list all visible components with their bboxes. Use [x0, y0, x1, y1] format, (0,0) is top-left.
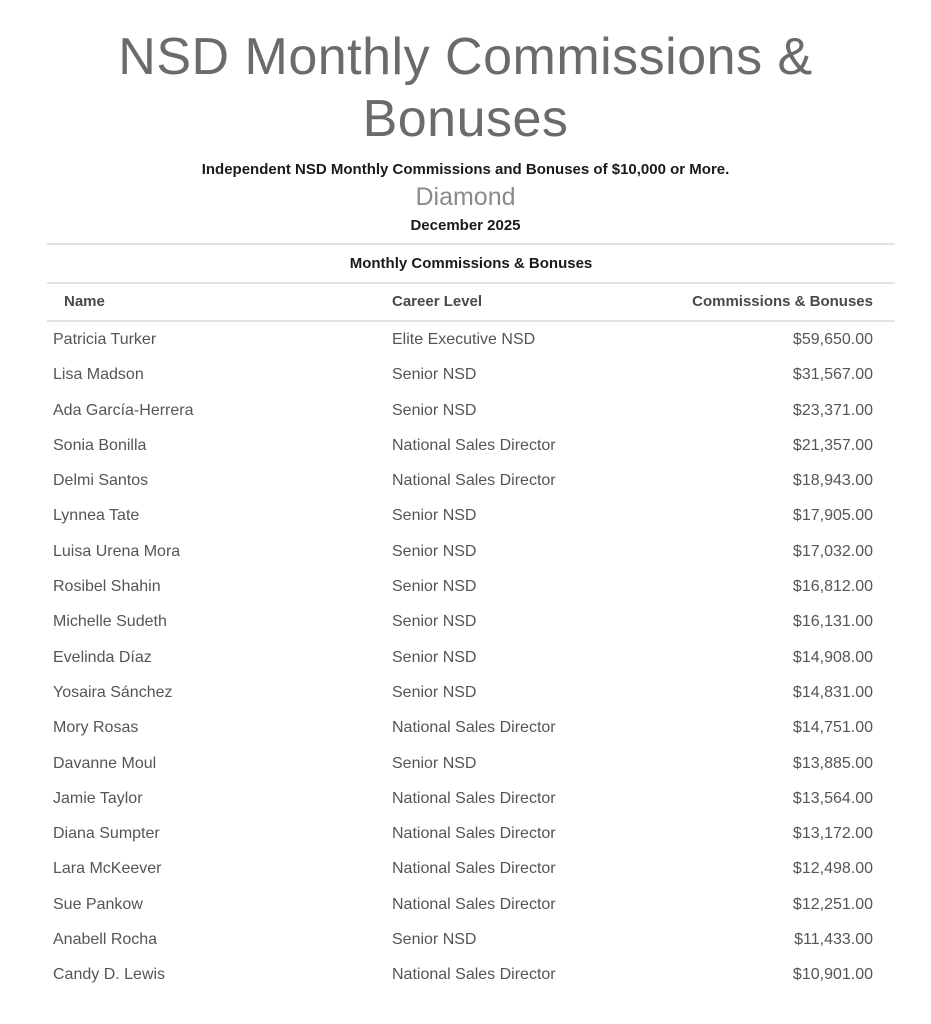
- cell-career-level: Senior NSD: [392, 578, 477, 596]
- cell-name: Candy D. Lewis: [53, 966, 166, 984]
- cell-career-level: National Sales Director: [392, 895, 556, 913]
- cell-career-level: National Sales Director: [392, 825, 556, 843]
- table-body: [47, 322, 895, 993]
- cell-career-level: National Sales Director: [392, 472, 556, 490]
- cell-name: Jamie Taylor: [53, 789, 143, 807]
- table-row: [47, 604, 895, 639]
- cell-commissions: $59,650.00: [792, 331, 873, 348]
- cell-name: Sue Pankow: [53, 895, 143, 913]
- cell-career-level: Senior NSD: [392, 754, 477, 772]
- cell-name: Delmi Santos: [53, 472, 149, 490]
- cell-commissions: $12,498.00: [792, 860, 873, 878]
- cell-commissions: $14,751.00: [792, 719, 873, 737]
- cell-career-level: National Sales Director: [392, 789, 556, 807]
- table-header-row: [47, 284, 895, 322]
- cell-name: Davanne Moul: [53, 754, 157, 772]
- cell-career-level: National Sales Director: [392, 966, 556, 984]
- cell-career-level: National Sales Director: [392, 860, 556, 878]
- table-row: [47, 640, 895, 675]
- cell-name: Patricia Turker: [53, 331, 157, 348]
- table-caption: Monthly Commissions & Bonuses: [47, 243, 895, 284]
- cell-commissions: $18,943.00: [792, 472, 873, 490]
- cell-commissions: $14,831.00: [792, 683, 873, 701]
- cell-name: Rosibel Shahin: [53, 578, 161, 596]
- cell-commissions: $12,251.00: [792, 895, 873, 913]
- cell-name: Ada García-Herrera: [53, 401, 194, 419]
- division-name: Diamond: [415, 183, 516, 211]
- cell-name: Sonia Bonilla: [53, 436, 147, 454]
- cell-name: Luisa Urena Mora: [53, 542, 181, 560]
- page-title-line-2: Bonuses: [362, 90, 569, 148]
- table-row: [47, 463, 895, 498]
- cell-commissions: $14,908.00: [792, 648, 873, 666]
- table-row: [47, 498, 895, 533]
- cell-career-level: National Sales Director: [392, 719, 556, 737]
- table-row: [47, 746, 895, 781]
- cell-career-level: Elite Executive NSD: [392, 331, 536, 348]
- cell-name: Lynnea Tate: [53, 507, 140, 525]
- cell-commissions: $11,433.00: [794, 931, 873, 949]
- cell-commissions: $31,567.00: [792, 366, 873, 384]
- cell-name: Anabell Rocha: [53, 931, 158, 949]
- cell-commissions: $17,905.00: [792, 507, 873, 525]
- cell-name: Lara McKeever: [53, 860, 162, 878]
- cell-career-level: Senior NSD: [392, 366, 477, 384]
- table-row: [47, 428, 895, 463]
- cell-commissions: $17,032.00: [792, 542, 873, 560]
- cell-career-level: National Sales Director: [392, 436, 556, 454]
- cell-commissions: $13,564.00: [792, 789, 873, 807]
- cell-commissions: $23,371.00: [792, 401, 873, 419]
- commissions-table: [47, 243, 895, 993]
- cell-name: Diana Sumpter: [53, 825, 160, 843]
- cell-name: Lisa Madson: [53, 366, 144, 384]
- cell-commissions: $21,357.00: [792, 436, 873, 454]
- cell-name: Michelle Sudeth: [53, 613, 167, 631]
- table-row: [47, 675, 895, 710]
- cell-career-level: Senior NSD: [392, 613, 477, 631]
- cell-career-level: Senior NSD: [392, 648, 477, 666]
- cell-name: Yosaira Sánchez: [53, 683, 173, 701]
- column-header-commissions: Commissions & Bonuses: [692, 293, 873, 310]
- table-row: [47, 357, 895, 392]
- cell-commissions: $13,172.00: [792, 825, 873, 843]
- report-period: December 2025: [410, 217, 521, 234]
- cell-commissions: $16,131.00: [792, 613, 873, 631]
- table-row: [47, 569, 895, 604]
- cell-name: Mory Rosas: [53, 719, 139, 737]
- cell-career-level: Senior NSD: [392, 507, 477, 525]
- cell-commissions: $10,901.00: [792, 966, 873, 984]
- table-row: [47, 393, 895, 428]
- table-row: [47, 322, 895, 357]
- table-row: [47, 887, 895, 922]
- page-title-line-1: NSD Monthly Commissions &: [118, 28, 813, 86]
- table-row: [47, 816, 895, 851]
- cell-commissions: $16,812.00: [792, 578, 873, 596]
- cell-career-level: Senior NSD: [392, 401, 477, 419]
- column-header-name: Name: [64, 293, 105, 310]
- cell-career-level: Senior NSD: [392, 683, 477, 701]
- cell-career-level: Senior NSD: [392, 931, 477, 949]
- cell-name: Evelinda Díaz: [53, 648, 152, 666]
- table-row: [47, 851, 895, 886]
- table-row: [47, 534, 895, 569]
- table-row: [47, 957, 895, 992]
- page-subtitle: Independent NSD Monthly Commissions and Bonuses of $10,000 or More.: [201, 161, 730, 178]
- table-row: [47, 781, 895, 816]
- table-row: [47, 710, 895, 745]
- column-header-career-level: Career Level: [392, 293, 483, 310]
- page-title: [0, 26, 931, 150]
- cell-career-level: Senior NSD: [392, 542, 477, 560]
- cell-commissions: $13,885.00: [792, 754, 873, 772]
- table-row: [47, 922, 895, 957]
